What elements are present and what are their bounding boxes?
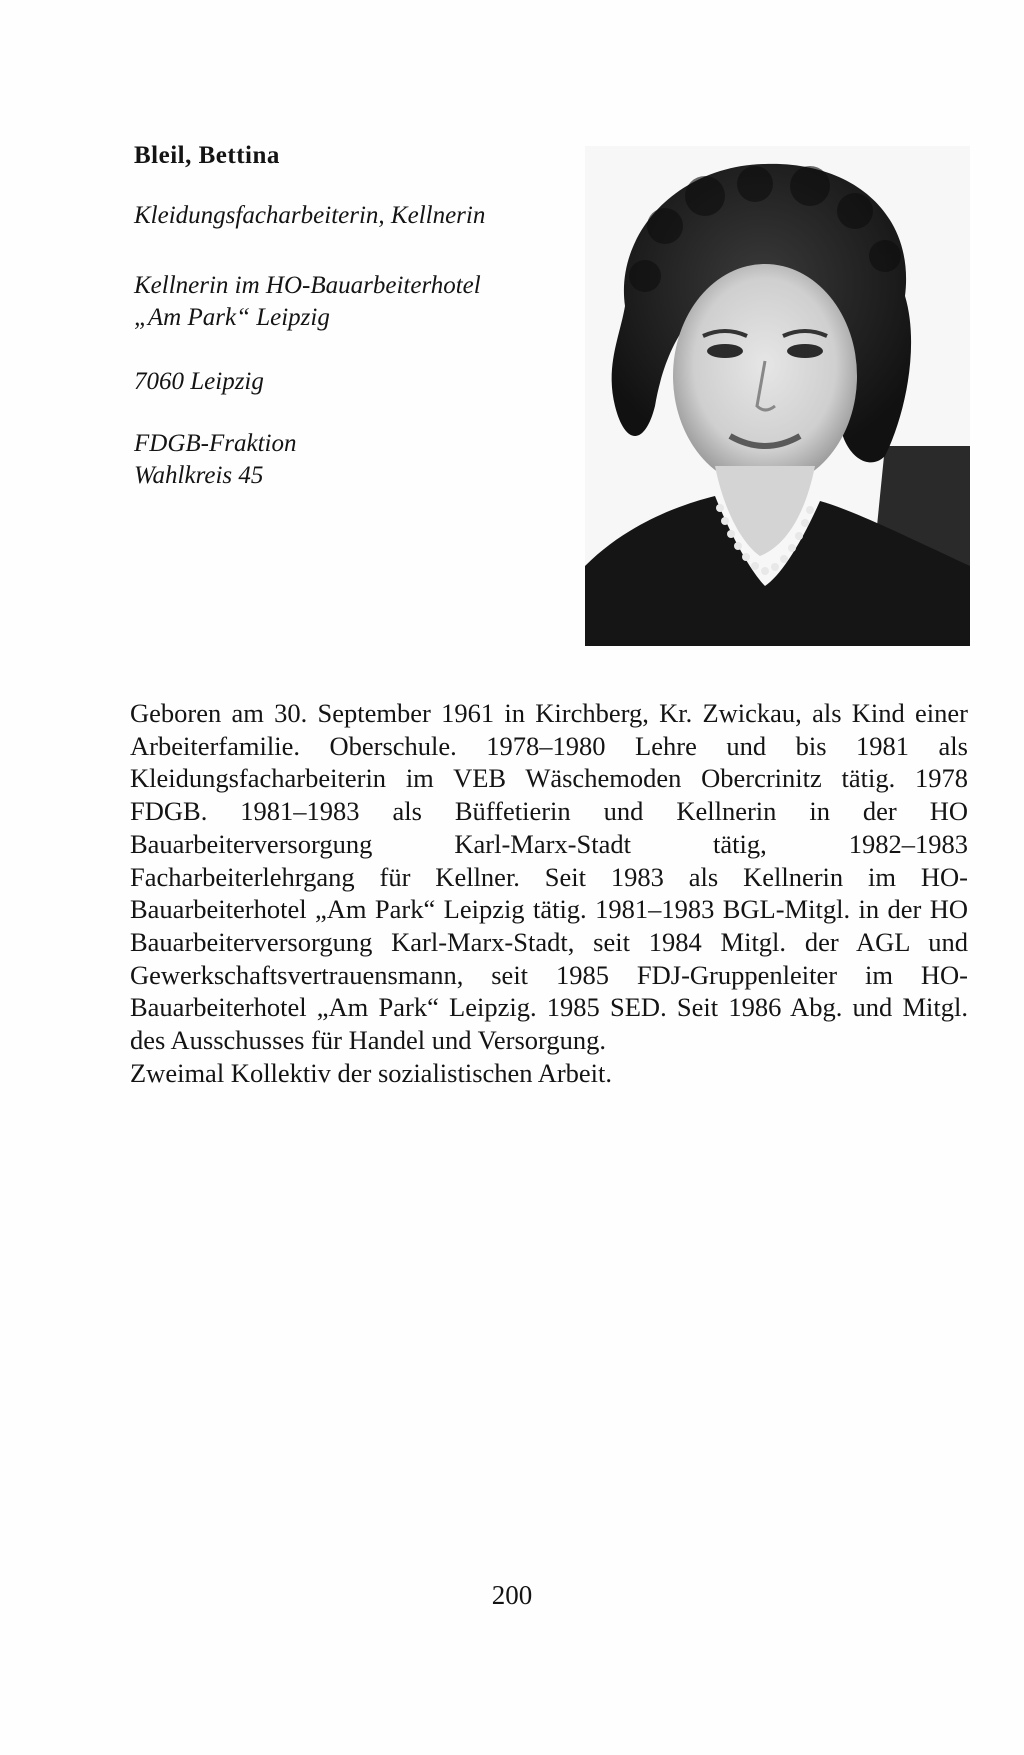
biography-award: Zweimal Kollektiv der sozialistischen Arbeit. bbox=[130, 1057, 613, 1088]
position-line-2: „Am Park“ Leipzig bbox=[134, 304, 330, 331]
portrait-photo bbox=[585, 146, 970, 646]
page-number: 200 bbox=[491, 1580, 533, 1610]
biography bbox=[130, 697, 968, 1089]
faction: FDGB-Fraktion bbox=[134, 430, 297, 457]
profession: Kleidungsfacharbeiterin, Kellnerin bbox=[134, 202, 486, 229]
location: 7060 Leipzig bbox=[134, 368, 264, 395]
position-line-1: Kellnerin im HO-Bauarbeiterhotel bbox=[134, 272, 481, 299]
constituency: Wahlkreis 45 bbox=[134, 462, 264, 489]
entry-name: Bleil, Bettina bbox=[134, 142, 280, 169]
biography-paragraph: Geboren am 30. September 1961 in Kirchberg, Kr. Zwickau, als Kind einer Arbeiterfamilie. Oberschule. 1978–1980 Lehre und bis 1981 als Kleidungsfacharbeiterin im VEB Wäschemoden Obercrinitz tätig. 1978 FDGB. 1981–1983 als Büffetierin und Kellnerin in der HO Bauarbeiterversorgung Karl-Marx-Stadt tätig, 1982–1983 Facharbeiterlehrgang für Kellner. Seit 1983 als Kellnerin im HO-Bauarbeiterhotel „Am Park“ Leipzig tätig. 1981–1983 BGL-Mitgl. in der HO Bauarbeiterversorgung Karl-Marx-Stadt, seit 1984 Mitgl. der AGL und Gewerkschaftsvertrauensmann, seit 1985 FDJ-Gruppenleiter im HO-Bauarbeiterhotel „Am Park“ Leipzig. 1985 SED. Seit 1986 Abg. und Mitgl. des Ausschusses für Handel und Versorgung. bbox=[130, 698, 968, 1056]
